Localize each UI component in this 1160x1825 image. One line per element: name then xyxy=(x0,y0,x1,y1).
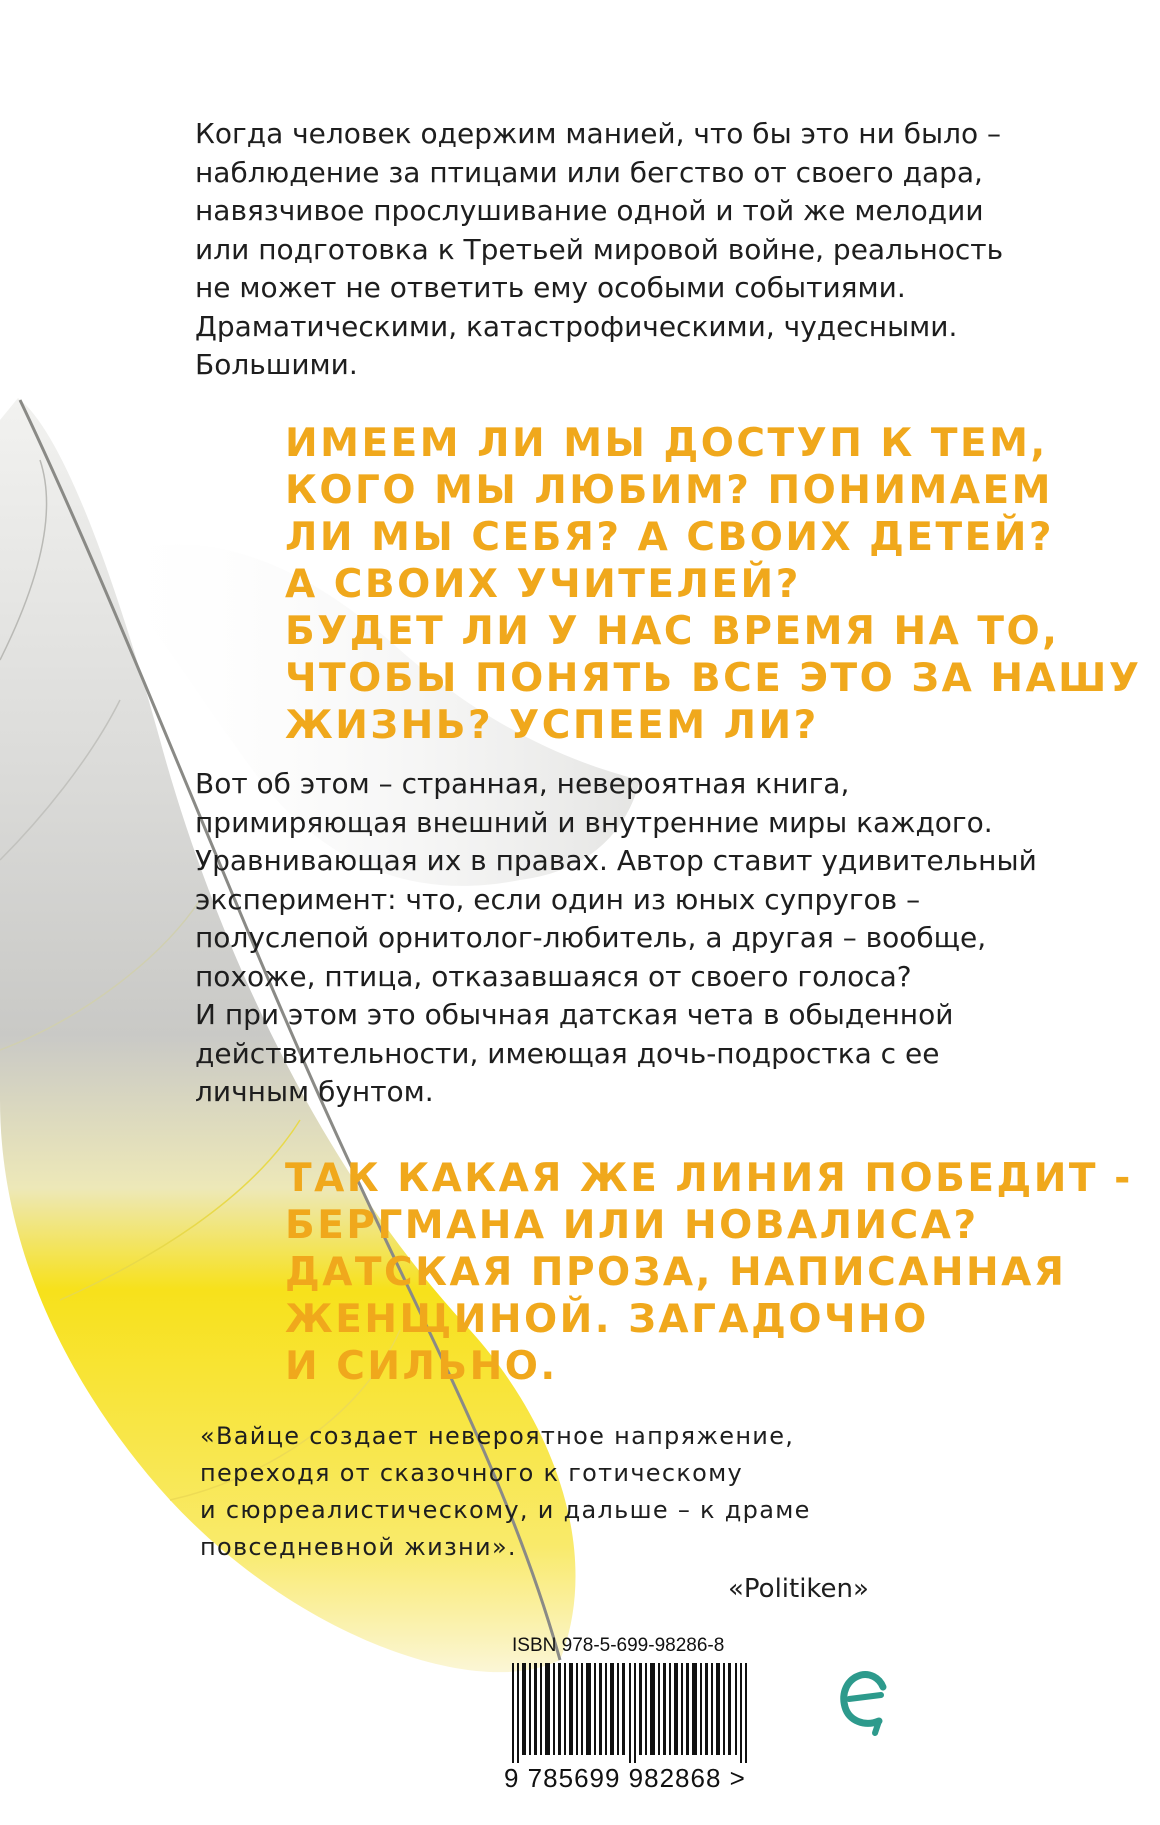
quote-line: и сюрреалистическому, и дальше – к драме xyxy=(200,1496,811,1524)
highlight-line: ТАК КАКАЯ ЖЕ ЛИНИЯ ПОБЕДИТ - xyxy=(285,1156,1133,1201)
text-line: или подготовка к Третьей мировой войне, реальность xyxy=(195,232,1004,266)
quote-source: «Politiken» xyxy=(728,1574,869,1604)
isbn-barcode-block xyxy=(500,1635,765,1800)
isbn-number: ISBN 978-5-699-98286-8 xyxy=(512,1635,725,1656)
text-line: полуслепой орнитолог-любитель, а другая – вообще, xyxy=(195,921,987,954)
highlight-line: ЛИ МЫ СЕБЯ? А СВОИХ ДЕТЕЙ? xyxy=(285,515,1055,560)
quote-line: повседневной жизни». xyxy=(200,1533,517,1561)
text-line: личным бунтом. xyxy=(195,1075,434,1108)
ean-digits: 9 785699 982868 > xyxy=(504,1763,746,1793)
review-quote xyxy=(200,1418,811,1566)
eksmo-e-logo-icon xyxy=(835,1665,895,1740)
text-line: эксперимент: что, если один из юных супругов – xyxy=(195,882,921,916)
highlight-line: БУДЕТ ЛИ У НАС ВРЕМЯ НА ТО, xyxy=(285,609,1060,654)
highlight-line: ЖЕНЩИНОЙ. ЗАГАДОЧНО xyxy=(285,1297,929,1342)
highlight-line: ДАТСКАЯ ПРОЗА, НАПИСАННАЯ xyxy=(285,1250,1067,1295)
text-line: наблюдение за птицами или бегство от своего дара, xyxy=(195,155,983,189)
highlight-line: ЖИЗНЬ? УСПЕЕМ ЛИ? xyxy=(285,703,819,748)
highlight-line: БЕРГМАНА ИЛИ НОВАЛИСА? xyxy=(285,1203,979,1248)
text-line: Уравнивающая их в правах. Автор ставит удивительный xyxy=(195,844,1037,877)
highlight-line: ИМЕЕМ ЛИ МЫ ДОСТУП К ТЕМ, xyxy=(285,421,1048,466)
text-line: Большими. xyxy=(195,348,358,381)
body-paragraph xyxy=(195,765,1095,1112)
highlight-line: ЧТОБЫ ПОНЯТЬ ВСЕ ЭТО ЗА НАШУ xyxy=(285,656,1142,701)
text-line: действительности, имеющая дочь-подростка с ее xyxy=(195,1036,940,1070)
text-line: похоже, птица, отказавшаяся от своего голоса? xyxy=(195,959,912,993)
quote-line: «Вайце создает невероятное напряжение, xyxy=(200,1422,795,1450)
highlight-line: И СИЛЬНО. xyxy=(285,1344,558,1389)
intro-paragraph xyxy=(195,115,1095,385)
quote-line: переходя от сказочного к готическому xyxy=(200,1459,744,1487)
highlight-line: А СВОИХ УЧИТЕЛЕЙ? xyxy=(285,562,801,607)
text-line: Вот об этом – странная, невероятная книга, xyxy=(195,767,850,800)
highlight-questions xyxy=(285,420,1141,749)
text-line: Драматическими, катастрофическими, чудесными. xyxy=(195,309,958,343)
text-line: не может не ответить ему особыми событиями. xyxy=(195,271,906,304)
highlight-conclusion xyxy=(285,1155,1133,1390)
text-line: Когда человек одержим манией, что бы это ни было – xyxy=(195,117,1001,150)
barcode xyxy=(512,1663,757,1763)
highlight-line: КОГО МЫ ЛЮБИМ? ПОНИМАЕМ xyxy=(285,468,1053,513)
text-line: И при этом это обычная датская чета в обыденной xyxy=(195,998,954,1031)
text-line: примиряющая внешний и внутренние миры каждого. xyxy=(195,805,993,839)
text-line: навязчивое прослушивание одной и той же мелодии xyxy=(195,194,984,227)
